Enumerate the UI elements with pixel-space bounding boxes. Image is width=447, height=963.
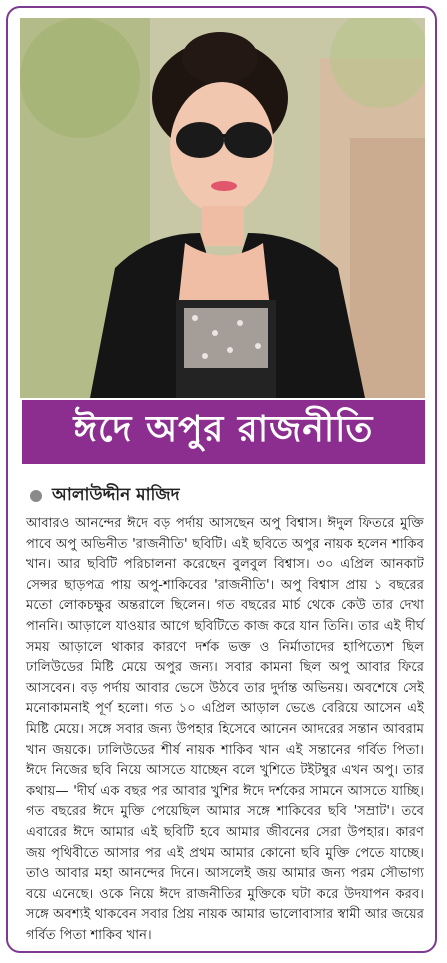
article-body: আবারও আনন্দের ঈদে বড় পর্দায় আসছেন অপু বিশ্বাস। ঈদুল ফিতরে মুক্তি পাবে অপু অভিনীত 'রাজনীতি' ছবিটি। এই ছবিতে অপুর নায়ক হলেন শাকিব খান। আর ছবিটি পরিচালনা করেছেন বুলবুল বিশ্বাস। ৩০ এপ্রিল আনকাট সেন্সর ছাড়পত্র পায় অপু-শাকিবের 'রাজনীতি'। অপু বিশ্বাস প্রায় ১ বছরের মতো লোকচক্ষুর অন্তরালে ছিলেন। গত বছরের মার্চ থেকে কেউ তার দেখা পাননি। আড়ালে যাওয়ার আগে ছবিটিতে কাজ করে যান তিনি। তার এই দীর্ঘ সময় আড়ালে থাকার কারণে দর্শক ভক্ত ও নির্মাতাদের হাপিত্যেশ ছিল ঢালিউডের মিষ্টি মেয়ে অপুর জন্য। সবার কামনা ছিল অপু আবার ফিরে আসবেন। বড় পর্দায় আবার ভেসে উঠবে তার দুর্দান্ত অভিনয়। অবশেষে সেই মনোকামনাই পূর্ণ হলো। গত ১০ এপ্রিল আড়াল ভেঙে বেরিয়ে আসেন এই মিষ্টি মেয়ে। সঙ্গে সবার জন্য উপহার হিসেবে আনেন আদরের সন্তান আবরাম খান জয়কে। ঢালিউডের শীর্ষ নায়ক শাকিব খান এই সন্তানের গর্বিত পিতা। ঈদে নিজের ছবি নিয়ে আসতে যাচ্ছেন বলে খুশিতে টইটম্বুর এখন অপু। তার কথায়— 'দীর্ঘ এক বছর পর আবার খুশির ঈদে দর্শকের সামনে আসতে যাচ্ছি। গত বছরের ঈদে মুক্তি পেয়েছিল আমার সঙ্গে শাকিবের ছবি 'সম্রাট'। তবে এবারের ঈদে আমার এই ছবিটি হবে আমার জীবনের সেরা উপহার। কারণ জয় পৃথিবীতে আসার পর এই প্রথম আমার কোনো ছবি মুক্তি পেতে যাচ্ছে। তাও আবার মহা আনন্দের দিনে। আসলেই জয় আমার জন্য পরম সৌভাগ্য বয়ে এনেছে। ওকে নিয়ে ঈদে রাজনীতির মুক্তিকে ঘটা করে উদযাপন করব। সঙ্গে অবশ্যই থাকবেন সবার প্রিয় নায়ক আমার ভালোবাসার স্বামী আর জয়ের গর্বিত পিতা শাকিব খান। (26, 516, 424, 943)
author-name: আলাউদ্দীন মাজিদ (52, 485, 180, 505)
portrait-illustration (20, 18, 425, 398)
byline-bullet-icon (30, 490, 42, 502)
byline (30, 482, 180, 510)
article-photo (20, 18, 425, 398)
headline-banner (22, 400, 425, 464)
headline: ঈদে অপুর রাজনীতি (73, 409, 374, 450)
article-frame (6, 6, 437, 953)
